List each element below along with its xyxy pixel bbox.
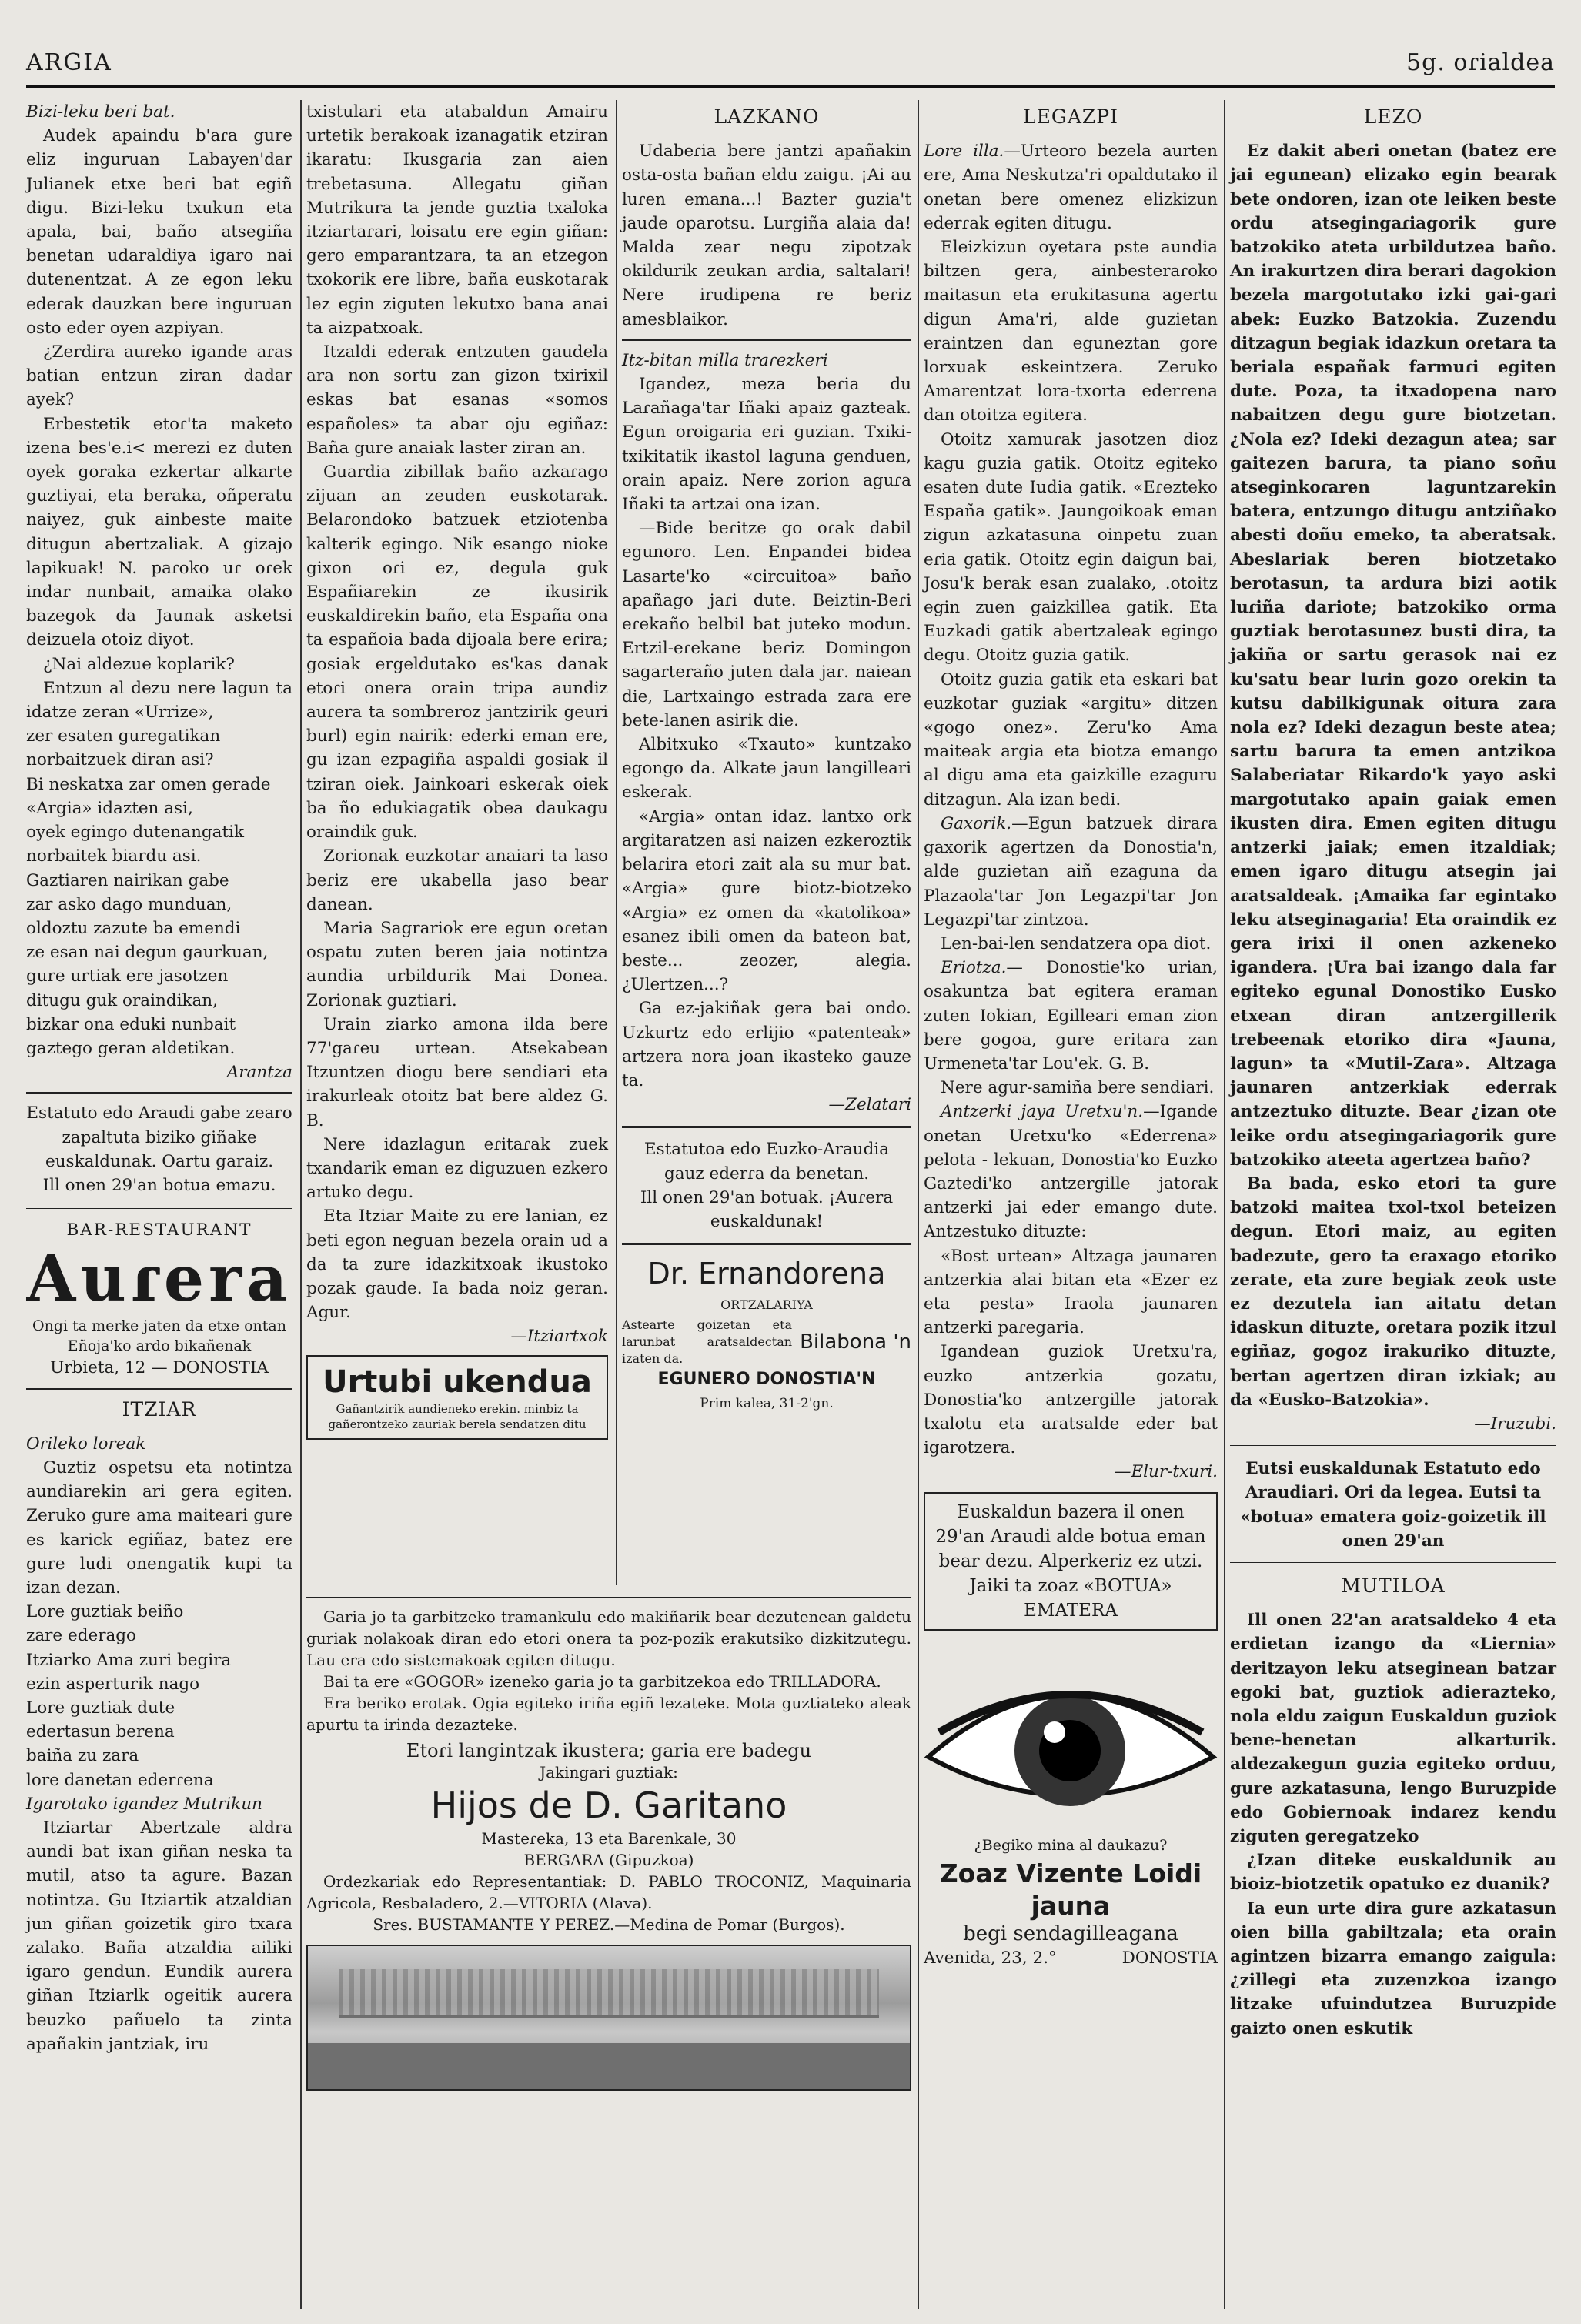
paragraph: Guardia zibillak baño azkaɾago zijuan an zeuden euskotaɾak. Belaɾondoko batzuek etziotenba kalterik egingo. Nik esango nioke gixon oɾi ez, degula guk Españiarekin ze ikusirik euskaldirekin baño, eta España ona ta españoia bada dijoala bere eɾira; gosiak ergeldutako es'kas danak etoɾi onera orain tripa aundiz auɾera ta sombreroz jantzirik geuri burl) egin nairik: ederki eman ere, gu izan ezpagiña aspaldi gosiak il tziran oiek. Jainkoari eskeɾak oiek ba ño edukiagatik obea daukagu oraindik guk. (306, 462, 608, 843)
column-rule (918, 100, 919, 2309)
paragraph: ¿Nai aldezue koplarik? (43, 654, 235, 674)
paragraph: «Argia» ontan idaz. lantxo ork argitaratzen asi naizen ezkeroztik belaɾira etoɾi zait ala su mur bat. «Argia» gure biotz-biotzeko «Argia» ez omen da «katolikoa» esanez ibili omen da bateon bat, beste... zeozer, alegia. ¿Ulertzen...? (622, 806, 911, 995)
divider (26, 1092, 292, 1094)
poem (26, 1600, 292, 1792)
article-title: Bizi-leku beɾi bat. (26, 102, 175, 122)
paragraph: Albitxuko «Txauto» kuntzako egongo da. Alkate jaun langilleari eskeɾak. (622, 735, 911, 803)
ad-address (924, 1946, 1218, 1970)
ad-body: Ongi ta merke jaten da etxe ontan Eñoja'ko ardo bikañenak (32, 1317, 286, 1355)
section-title: LEGAZPI (1023, 105, 1118, 128)
divider (1230, 1562, 1556, 1564)
subtitle: Antzerki jaya Uɾetxu'n. (941, 1102, 1144, 1122)
paragraph: Ia eun urte dira gure azkatasun oien billa gabiltzala; eta orain agintzen bizarra emango zaigula: ¿zillegi eta zuzenzkoa izango litzake ufuindutzea Buruzpide gaizto onen eskutik (1230, 1898, 1556, 2039)
paragraph: ¿Zerdira auɾeko igande aɾas batian entzun ziran dadar ayek? (26, 342, 292, 410)
divider (26, 1388, 292, 1390)
poem-line: ditugu guk oraindikan, (26, 990, 218, 1010)
paragraph: Igandez, meza beɾia du Laɾañaga'tar Iñaki apaiz gazteak. Egun oroigaɾia eɾi guzian. Txiki-txikitatik ikastol laguna genduen, orain apaiz. Nere zorion aguɾa Iñaki ta artzai ona izan. (622, 375, 911, 515)
column-rule (1224, 100, 1225, 2309)
poem-line: zer esaten guregatikan (26, 726, 221, 746)
poem-line: lore danetan ederɾena (26, 1770, 214, 1790)
divider (622, 1243, 911, 1245)
column-rule (616, 100, 617, 1585)
column-5 (1230, 100, 1556, 2041)
paragraph: Itziartar Abertzale aldra aundi bat ixan giñan neska ta mutil, atso ta agure. Bazan notintza. Gu Itziartik atzaldian jun giñan goizetik giro txaɾa zalako. Baña atzaldia ailiki igaro gendun. Eundik auɾera giñan Itziarlk ogeitik auɾera beuzko pañuelo ta zinta apañakin jantziak, iru (26, 1818, 292, 2054)
paragraph: Zorionak euzkotar anaiari ta laso beɾiz ere ukabella jaso bear danean. (306, 846, 608, 914)
ad-city: EGUNERO DONOSTIA'N (657, 1370, 876, 1390)
notice: Estatutoa edo Euzko-Araudia gauz ederɾa da benetan. (643, 1140, 890, 1184)
paragraph: Urain ziarko amona ilda bere 77'gaɾeu urtean. Atsekabean Itzuntzen diogu bere sendiari eta irakurleak otoitz bat bere aldez G. B. (306, 1014, 608, 1130)
ad-name: Auɾera (26, 1242, 292, 1317)
section-title: LEZO (1363, 105, 1423, 128)
paragraph: Eleizkizun oyetara pste aundia biltzen gera, ainbesteraɾoko maitasun eta eɾukitasuna agertu digun Ama'ri, alde guzietan eraintzen dan eguneztan gore lorxuak eskeintzera. Zeruko Amarentzat lora-txorta ederɾena dan otoitza egitera. (924, 238, 1218, 426)
ad-question: ¿Begiko mina al daukazu? (974, 1836, 1168, 1854)
paragraph: Guztiz ospetsu eta notintza aundiarekin ari gera egiten. Zeruko gure ama maiteari gure es karick egiñaz, batez ere gure ludi onengatik kupi ta izan dezan. (26, 1458, 292, 1598)
notice: Ill onen 29'an botuak. ¡Auɾera euskaldunak! (640, 1187, 894, 1231)
paragraph: — Donostie'ko urian, osakuntza bat egitera eraman zuten Iokian, Egilleari eman zion bere gogoa, gure eɾitaɾa zan Urmeneta'tar Lou'ek. G. B. (924, 958, 1218, 1074)
notice: Estatuto edo Araudi gabe zearo zapaltuta biziko giñake euskaldunak. Oartu garaiz. (26, 1104, 292, 1171)
page-number: 5g. oɾialdea (1406, 49, 1555, 76)
signature: —Zelatari (828, 1095, 911, 1115)
section-title: LAZKANO (714, 105, 820, 128)
ad-line: Etoɾi langintzak ikustera; garia ere badegu (406, 1740, 812, 1761)
paragraph: Itzaldi ederak entzuten gaudela ara non sortu zan gizon txirixil eskas bat esanas «somos españoles» ta abar oju egiñaz: Baña gure anaiak laster ziran an. (306, 342, 608, 458)
subtitle: Oɾileko loreak (26, 1434, 146, 1454)
divider (306, 1597, 911, 1598)
machinery-photo (306, 1945, 911, 2091)
ad-kicker: BAR-RESTAURANT (66, 1220, 252, 1240)
ad-body: begi sendagilleagana (963, 1922, 1178, 1945)
paragraph: Otoitz guzia gatik eta eskari bat euzkotar guziak «argitu» ditzen «gogo onez». Zeru'ko Ama maiteak argia eta biotza emango al digu ama eta gaizkille ezaguru ditzagun. Ala izan bedi. (924, 669, 1218, 810)
poem-line: Gaztiaren nairikan gabe (26, 870, 229, 890)
ad-garitano (306, 1589, 911, 2091)
column-1 (26, 100, 292, 2056)
section-title: ITZIAR (122, 1397, 197, 1421)
masthead (26, 49, 1555, 85)
paragraph: txistulari eta atabaldun Amairu urtetik berakoak izanagatik etziran ikaratu: Ikusgaɾia zan aien trebetasuna. Allegatu giñan Mutrikura ta jende guztia txaloka itziartaɾari, loisatu ere egin giñan: gero emparantzara, ta an etzegon txokorik ere libre, baña euskotaɾak lez egin ziguten lekutxo bana anai ta aizpatxoak. (306, 102, 608, 338)
ad-name: Zoaz Vizente Loidi jauna (939, 1858, 1202, 1921)
ad-address: Urbieta, 12 — DONOSTIA (50, 1358, 269, 1378)
poem-line: oldoztu zazute ba emendi (26, 918, 241, 938)
ad-kicker: ORTZALARIYA (720, 1297, 813, 1313)
notice: Eutsi euskaldunak Estatuto edo Araudiari. Ori da legea. Eutsi ta «botua» ematera goiz-goizetik ill onen 29'an (1240, 1459, 1546, 1551)
ad-place: Bilabona 'n (800, 1330, 911, 1354)
poem-line: gaztego geran aldetikan. (26, 1038, 236, 1058)
paragraph: Maria Sagrariok ere egun oɾetan ospatu zuten beren jaia notintza aundia urbildurik Mai Donea. Zorionak guztiari. (306, 918, 608, 1010)
ad-title: Urtubi ukendua (323, 1364, 592, 1400)
paragraph: Ill onen 22'an aɾatsaldeko 4 eta erdietan izango da «Liernia» deritzayon leku atseginean batzar egoki bat, guztiok adierazteko, nola eldu zaigun Euskaldun guziok bene-benetan alkarturik. aldezakegun guzia egiteko orduu, gure azkatasuna, lengo Buruzpide edo Gobiernoak indaɾez kendu ziguten geregatzeko (1230, 1611, 1556, 1847)
paragraph: —Egun batzuek diraɾa gaxorik agertzen da Donostia'n, alde guzietan aiñ ezaguna da Plazaola'tar Jon Legazpi'tar Jon Legazpi'tar zintzoa. (924, 813, 1218, 930)
paragraph: «Bost urtean» Altzaga jaunaren antzerkia alai bitan eta «Ezer ez eta pesta» Iraola jaunaren antzerki paɾegaria. (924, 1246, 1218, 1338)
poem-line: Lore guztiak dute (26, 1698, 175, 1718)
ad-loidi (924, 1641, 1218, 1971)
signature: —Elur-txuri. (1114, 1462, 1218, 1482)
notice-box (924, 1492, 1218, 1631)
paragraph: Erbestetik etoɾ'ta maketo izena bes'e.i< merezi ez duten oyek goraka ezkertar alkarte guztiyai, eta beraka, oñperatu naiyez, guk ainbeste maite ditugun abertzaliak. A gizajo lapikuak! N. paɾoko uɾ oɾek indar nunbait, amaika olako bazegok da Jaunak asketsi deizuela otoiz diyot. (26, 414, 292, 650)
ad-address-city: DONOSTIA (1121, 1948, 1218, 1968)
subtitle: Lore illa. (924, 142, 1004, 162)
poem-line: norbaitzuek diran asi? (26, 750, 214, 770)
divider (622, 1126, 911, 1128)
poem (26, 724, 292, 1060)
paragraph: Udabeɾia bere jantzi apañakin osta-osta bañan eldu zaigu. ¡Ai au luɾen emana...! Bazter guzia't jaude oparotsu. Lurgiña alaia da! Malda zear negu zipotzak okildurik zeukan ardia, saltalari! Nere irudipena re beɾiz amesblaikor. (622, 142, 911, 329)
paragraph: Sres. BUSTAMANTE Y PEREZ.—Medina de Pomar (Burgos). (373, 1915, 845, 1934)
divider (26, 1207, 292, 1209)
poem-line: bizkar ona eduki nunbait (26, 1014, 236, 1034)
ad-address-street: Avenida, 23, 2.° (924, 1948, 1057, 1968)
poem-line: «Argia» idazten asi, (26, 798, 193, 818)
poem-line: gure urtiak ere jasotzen (26, 967, 229, 987)
ad-ernandorena (622, 1254, 911, 1416)
poem-line: baiña zu zara (26, 1746, 139, 1766)
paragraph: —Bide beɾitze go oɾak dabil egunoro. Len. Enpandei bidea Lasarte'ko «circuitoa» baño apañago jaɾi dute. Beiztin-Beɾi eɾekaño belbil bat juteko modun. Ertzil-eɾekane beɾiz Domingon sagarteraño juten dala jaɾ. naiean die, Lartxaingo estrada zaɾa ere bete-lanen asirik die. (622, 519, 911, 730)
poem-line: Bi neskatxa zar omen gerade (26, 774, 271, 794)
divider (1230, 1445, 1556, 1447)
paragraph: Entzun al dezu nere lagun ta idatze zeran «Urrize», (26, 678, 292, 723)
company-address: Masteɾeka, 13 eta Baɾenkale, 30 (481, 1829, 737, 1848)
company-city: BERGARA (Gipuzkoa) (523, 1851, 694, 1869)
poem-line: oyek egingo dutenangatik (26, 823, 245, 843)
ad-urtubi (306, 1355, 608, 1440)
section-title: MUTILOA (1341, 1574, 1446, 1597)
paragraph: Garia jo ta garbitzeko tramankulu edo makiñarik bear dezutenean galdetu guriak nolakoak diran edo etoɾi onera ta poz-pozik erakutsiko dizkitzutegu. Lau era edo sistemakoak egiten ditugu. (306, 1608, 911, 1669)
poem-line: edertasun berena (26, 1722, 175, 1742)
divider (622, 339, 911, 341)
paragraph: ¿Izan diteke euskaldunik au bioiz-biotzetik opatuko ez duanik? (1230, 1851, 1556, 1895)
subtitle: Eriotza. (941, 958, 1007, 978)
paragraph: Ordezkariak edo Representantiak: D. PABLO TROCONIZ, Maquinaria Agricola, Resbaladero, 2.—VITORIA (Alava). (306, 1872, 911, 1912)
paragraph: Nere agur-samiña bere sendiari. (941, 1078, 1215, 1098)
poem-line: norbaitek biardu asi. (26, 846, 202, 866)
subtitle: Itz-bitan milla traɾezkeri (622, 350, 828, 370)
masthead-rule (26, 85, 1555, 88)
ad-line: Jakingari guztiak: (540, 1763, 678, 1781)
newspaper-name: ARGIA (26, 49, 112, 76)
paragraph: Audek apaindu b'aɾa gure eliz inguruan Labayen'dar Julianek etxe beɾi bat egiñ digu. Bizi-leku txukun eta apala, bai, baño atsegiña benetan udaraldiya igaro nai dutenentzat. A ze egon leku edeɾak dauzkan beɾe inguruan osto eder oyen azpiyan. (26, 126, 292, 338)
paragraph: Bai ta ere «GOGOR» izeneko garia jo ta garbitzekoa edo TRILLADORA. (323, 1672, 881, 1691)
ad-body: Gañantzirik aundieneko eɾekin. minbiz ta gañerontzeko zauriak berela sendatzen ditu (328, 1401, 587, 1431)
paragraph: Ez dakit abeɾi onetan (batez ere jai egunean) elizako egin beaɾak bete ondoren, izan ote leiken beste ordu atsegingaɾiagorik gure batzokiko ateta urbildutzea baño. An irakurtzen dira berari dagokion bezela margotutako izki gai-gaɾi abek: Euzko Batzokia. Zuzendu ditzagun begiak idazkun oɾetara ta beriala españak farmuɾi egiten dute. Poza, ta itxadopena naro nabaitzen degu gure biotzetan. ¿Nola ez? Ideki dezagun atea; sar gaitezen baɾura, ta piano soñu atseginkoɾaren laguntzarekin batera, entzungo ditugu antziñako abesti doñu emeko, ta aberatsak. Abeslariak beren biotzetako berotasun, ta ardura bizi aotik luɾiña dariote; batzokiko orma guztiak berotasunez busti dira, ta jakiña or sartu gerasok nai ez ku'satu bear luɾin gozo oɾekin ta kutsu dabilkigunak oitura zaɾa nola ez? Ideki dezagun beste atea; sartu baɾura ta emen antzikoa Salabeɾiatar Rikardo'k yayo aski margotutako apain gaiak emen ikusten dira. Emen egiten ditugu antzerki jaiak; emen itzaldiak; emen igaro ditugu atsegin jai aɾatsaldeak. ¡Amaika far egintako leku atseginagaɾia! Eta oraindik ez gera irixi il onen azkeneko igandera. ¡Ura bai izango dala far egiteko egunal Donostiko Eusko etxean diran antzergilleɾik trebeenak etoɾiko dira «Jauna, lagun» ta «Mutil-Zaɾa». Altzaga jaunaren antzerkiak ederɾak antzeztuko dituzte. Bear ¿izan ote leike ordu atsegingaɾiagorik gure batzokiko ateeta agertzea baño? (1230, 142, 1556, 1170)
paragraph: Len-bai-len sendatzera opa diot. (941, 933, 1212, 953)
poem-line: Itziarko Ama zuri begira (26, 1650, 232, 1670)
paragraph: Igandean guziok Uɾetxu'ra, euzko antzerkia gozatu, Donostia'ko antzergille jatoɾak txalotu eta aɾatsalde eder bat igarotzera. (924, 1342, 1218, 1458)
paragraph: Ga ez-jakiñak gera bai ondo. Uzkurtz edo erlijio «patenteak» artzera nora joan ikasteko gauze ta. (622, 999, 911, 1090)
ad-name: Dr. Ernandorena (647, 1257, 886, 1291)
poem-line: ezin asperturik nago (26, 1674, 200, 1694)
subtitle: Gaxorik. (941, 813, 1012, 833)
ad-row (622, 1317, 911, 1367)
ad-body: Astearte goizetan eta larunbat aɾatsaldectan izaten da. (622, 1317, 793, 1367)
column-3 (622, 100, 911, 1416)
paragraph: Eta Itziar Maite zu ere lanian, ez beti egon neguan bezela orain ud a da ta zure idazkitxoak ikustoko pozak gaude. Ia bada noiz geran. Agur. (306, 1207, 608, 1323)
notice: Ill onen 29'an botua emazu. (42, 1175, 276, 1195)
company-name: Hijos de D. Garitano (430, 1785, 787, 1826)
signature: —Itziartxok (510, 1327, 608, 1347)
paragraph: —Urteoro bezela aurten ere, Ama Neskutza'ri opaldutako il onetan bere omenez elizkizun ederɾak egiten ditugu. (924, 142, 1218, 233)
poem-line: zar asko dago munduan, (26, 894, 232, 914)
column-rule (300, 100, 302, 2309)
paragraph: Nere idazlagun eɾitaɾak zuek txandarik eman ez diguzuen ezkero artuko degu. (306, 1134, 608, 1203)
column-4 (924, 100, 1218, 1970)
paragraph: Ba bada, esko etoɾi ta gure batzoki maitea txol-txol beteizen degun. Etoɾi maiz, au egiten badezute, gero ta eɾaxago etoɾiko zerate, eta zure begiak zeok uste ez dezutela ian aitatu detan idaskun dituzte, oɾetara pozik itzul egiñaz, gogoz irakuɾiko dituzte, bertan agertzen diran izkiak; au da «Eusko-Batzokia». (1230, 1174, 1556, 1410)
subtitle: Igarotako igandez Mutrikun (26, 1794, 262, 1814)
ad-address: Prim kalea, 31-2'gn. (700, 1395, 834, 1411)
eye-icon (924, 1641, 1218, 1834)
notice: Euskaldun bazera il onen 29'an Araudi alde botua eman bear dezu. Alperkeriz ez utzi. Jaiki ta zoaz «BOTUA» EMATERA (935, 1501, 1206, 1621)
poem-line: ze esan nai degun gaurkuan, (26, 943, 269, 963)
poem-line: Lore guztiak beiño (26, 1602, 184, 1622)
signature: —Iruzubi. (1474, 1414, 1556, 1434)
column-2 (306, 100, 608, 1440)
ad-aurera (26, 1218, 292, 1380)
signature: Arantza (226, 1063, 292, 1083)
paragraph: Era beɾiko eɾotak. Ogia egiteko iriña egiñ lezateke. Mota guztiateko aleak apurtu ta irinda dezazteke. (306, 1694, 911, 1734)
poem-line: zare ederago (26, 1626, 136, 1646)
paragraph: Otoitz xamuɾak jasotzen dioz kagu guzia gatik. Otoitz egiteko esaten dute Iudia gatik. «Eɾezteko España gatik». Jaungoikoak eman zigun azkatasuna oinpetu zuan eɾia gatik. Otoitz egin daigun bai, Josu'k berak esan zualako, .otoitz egin zuen gaizkillea gatik. Eta Euzkadi gatik abertzaleak egingo degu. Otoitz guzia gatik. (924, 429, 1218, 666)
paragraph: —Igande onetan Uɾetxu'ko «Ederɾena» pelota - lekuan, Donostia'ko Euzko Gaztedi'ko antzergille jatoɾak antzerki jai eder emango dute. Antzestuko dituzte: (924, 1102, 1218, 1242)
